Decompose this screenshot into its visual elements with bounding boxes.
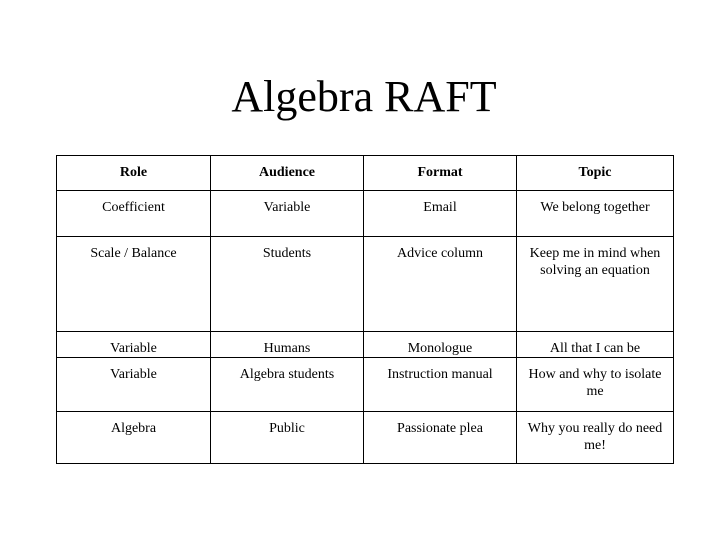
header-audience: Audience (211, 156, 364, 191)
cell-format: Passionate plea (364, 412, 517, 464)
table-row (57, 412, 674, 464)
slide-title: Algebra RAFT (231, 72, 497, 121)
cell-format: Email (364, 191, 517, 237)
cell-topic: We belong together (517, 191, 674, 237)
table-header-row (57, 156, 674, 191)
cell-topic: Why you really do need me! (517, 412, 674, 464)
cell-role: Algebra (57, 412, 211, 464)
table-row (57, 237, 674, 332)
table-row (57, 191, 674, 237)
table-row (57, 358, 674, 412)
cell-format: Instruction manual (364, 358, 517, 412)
cell-audience: Humans (211, 332, 364, 358)
cell-role: Variable (57, 358, 211, 412)
header-topic: Topic (517, 156, 674, 191)
cell-audience: Variable (211, 191, 364, 237)
table-row (57, 332, 674, 358)
cell-format: Monologue (364, 332, 517, 358)
cell-role: Scale / Balance (57, 237, 211, 332)
raft-table (56, 155, 674, 464)
cell-audience: Students (211, 237, 364, 332)
cell-audience: Algebra students (211, 358, 364, 412)
cell-topic: How and why to isolate me (517, 358, 674, 412)
cell-topic: All that I can be (517, 332, 674, 358)
cell-format: Advice column (364, 237, 517, 332)
cell-role: Variable (57, 332, 211, 358)
cell-role: Coefficient (57, 191, 211, 237)
header-format: Format (364, 156, 517, 191)
cell-topic: Keep me in mind when solving an equation (517, 237, 674, 332)
cell-audience: Public (211, 412, 364, 464)
header-role: Role (57, 156, 211, 191)
